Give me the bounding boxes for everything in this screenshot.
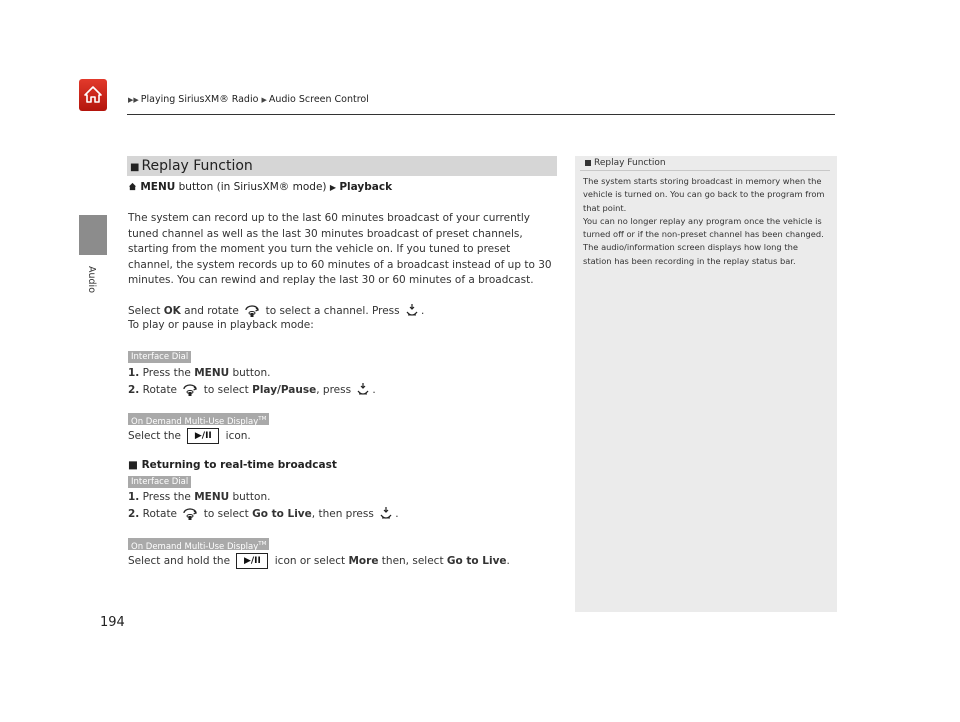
play-pause-key: Play/Pause — [252, 384, 317, 396]
page-number: 194 — [100, 615, 125, 630]
breadcrumb — [128, 94, 369, 105]
chapter-tab-label: Audio — [86, 266, 97, 294]
step-number: 1. — [128, 491, 140, 503]
rotate-dial-icon — [182, 383, 198, 397]
breadcrumb-item-1[interactable]: Playing SiriusXM® Radio — [140, 94, 259, 105]
step-number: 2. — [128, 384, 140, 396]
subsection-title-text: Returning to real-time broadcast — [141, 459, 337, 471]
menu-path-text: button (in SiriusXM® mode) — [178, 181, 327, 193]
text: , press — [316, 384, 352, 396]
home-icon — [83, 85, 103, 105]
press-dial-icon — [356, 382, 370, 398]
home-small-icon — [128, 182, 137, 191]
interface-dial-tag: Interface Dial — [128, 476, 191, 488]
text: Select and hold the — [128, 555, 231, 567]
step-a2 — [128, 382, 376, 398]
text: to select — [203, 508, 249, 520]
subsection-square-icon: ■ — [128, 459, 138, 471]
text: to select — [203, 384, 249, 396]
tag-text: On Demand Multi-Use Display — [131, 416, 259, 427]
header-divider — [127, 114, 835, 115]
on-demand-display-tag — [128, 413, 269, 425]
menu-path — [128, 181, 392, 193]
press-dial-icon — [405, 303, 419, 319]
step-number: 2. — [128, 508, 140, 520]
note-body — [583, 175, 828, 268]
section-header — [127, 156, 557, 176]
text: and rotate — [184, 305, 239, 317]
menu-key: MENU — [140, 181, 176, 193]
menu-key: MENU — [194, 491, 230, 503]
play-pause-icon: ▶/II — [187, 428, 219, 444]
step-b2 — [128, 506, 399, 522]
step-b1 — [128, 491, 270, 503]
go-to-live-key: Go to Live — [252, 508, 312, 520]
text: button. — [232, 491, 271, 503]
note-divider — [580, 170, 830, 171]
note-title — [585, 158, 666, 168]
menu-key: MENU — [194, 367, 230, 379]
text: Select — [128, 305, 161, 317]
step-number: 1. — [128, 367, 140, 379]
rotate-dial-icon — [244, 304, 260, 318]
step-a1 — [128, 367, 270, 379]
text: Select the — [128, 430, 181, 442]
go-to-live-key: Go to Live — [446, 555, 507, 567]
text: . — [420, 305, 425, 317]
text: , then press — [311, 508, 374, 520]
play-pause-icon: ▶/II — [236, 553, 268, 569]
interface-dial-tag: Interface Dial — [128, 351, 191, 363]
subsection-title — [128, 459, 337, 471]
note-paragraph: You can no longer replay any program once the vehicle is turned off or if the non-preset channel has been changed. — [583, 215, 824, 240]
text: icon or select — [274, 555, 346, 567]
text: icon. — [225, 430, 251, 442]
text: . — [372, 384, 376, 396]
text: Rotate — [142, 384, 178, 396]
tag-text: On Demand Multi-Use Display — [131, 541, 259, 552]
note-paragraph: The system starts storing broadcast in memory when the vehicle is turned on. You can go back to the program from that point. — [583, 176, 825, 213]
menu-target: Playback — [339, 181, 393, 193]
hold-icon-line — [128, 553, 510, 569]
text: . — [395, 508, 399, 520]
text: then, select — [381, 555, 444, 567]
ok-key: OK — [163, 305, 181, 317]
text: to select a channel. Press — [265, 305, 400, 317]
text: button. — [232, 367, 271, 379]
home-button[interactable] — [79, 79, 107, 111]
select-channel-line — [128, 303, 424, 319]
more-key: More — [348, 555, 379, 567]
press-dial-icon — [379, 506, 393, 522]
breadcrumb-item-2[interactable]: Audio Screen Control — [268, 94, 369, 105]
text: . — [506, 555, 510, 567]
chapter-tab[interactable] — [79, 215, 107, 255]
breadcrumb-arrow-icon: ▶ — [261, 96, 267, 104]
section-square-icon: ■ — [130, 162, 140, 173]
text: Press the — [142, 367, 191, 379]
breadcrumb-arrow-icon: ▶▶ — [128, 96, 139, 104]
play-pause-intro: To play or pause in playback mode: — [128, 319, 314, 331]
text: Rotate — [142, 508, 178, 520]
path-arrow-icon: ▶ — [329, 183, 337, 192]
select-icon-line — [128, 428, 251, 444]
on-demand-display-tag — [128, 538, 269, 550]
section-title: Replay Function — [141, 158, 253, 174]
trademark: TM — [258, 416, 267, 422]
note-title-text: Replay Function — [594, 158, 666, 168]
intro-paragraph: The system can record up to the last 60 minutes broadcast of your currently tuned channel as well as the last 30 minutes broadcast of preset channels, starting from the moment you turn the vehicle on. If you tuned to preset channel, the system records up to 60 minutes of a broadcast instead of up to 30 minutes. You can rewind and replay the last 30 or 60 minutes of a broadcast. — [128, 212, 552, 287]
note-paragraph: The audio/information screen displays how long the station has been recording in the replay status bar. — [583, 242, 798, 266]
trademark: TM — [258, 541, 267, 547]
note-marker-icon — [585, 160, 591, 166]
text: Press the — [142, 491, 191, 503]
rotate-dial-icon — [182, 507, 198, 521]
